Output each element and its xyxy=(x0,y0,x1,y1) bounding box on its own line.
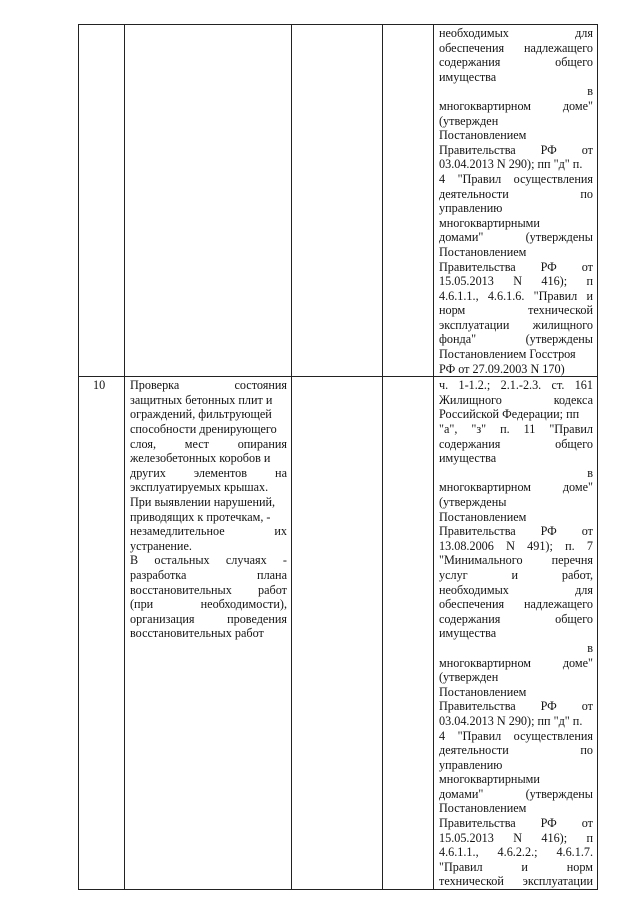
empty-cell xyxy=(292,25,383,377)
text-line xyxy=(439,393,593,408)
word: способности дренирующего xyxy=(130,422,277,437)
empty-cell xyxy=(383,377,434,890)
word: других xyxy=(130,465,166,480)
word: домами" xyxy=(439,786,484,801)
text-line xyxy=(439,685,593,700)
text-line xyxy=(130,378,287,393)
word: слоя, xyxy=(130,436,157,451)
word: доме" xyxy=(562,98,593,113)
text-line xyxy=(439,758,593,773)
word: Постановлением xyxy=(439,684,527,699)
word: устранение. xyxy=(130,538,192,553)
word: N xyxy=(506,538,515,553)
text-line xyxy=(130,393,287,408)
word: и xyxy=(586,288,593,303)
word: общего xyxy=(555,611,593,626)
legal-basis xyxy=(434,25,597,376)
word: управлению xyxy=(439,757,503,772)
word: осуществления xyxy=(513,171,593,186)
word: услуг xyxy=(439,567,468,582)
word: многоквартирном xyxy=(439,98,532,113)
word: кодекса xyxy=(553,392,593,407)
word: 4.6.1.1., xyxy=(439,288,479,303)
word: управлению xyxy=(439,201,503,216)
text-line xyxy=(439,362,593,377)
word: от xyxy=(581,699,593,714)
word: многоквартирными xyxy=(439,215,540,230)
text-line xyxy=(439,597,593,612)
row-number-cell xyxy=(79,377,125,890)
word: общего xyxy=(555,436,593,451)
word: РФ xyxy=(540,524,557,539)
word: 4.6.1.6. xyxy=(487,288,525,303)
legal-basis-cell xyxy=(434,25,598,377)
word: 03.04.2013 N 290); пп "д" п. xyxy=(439,713,583,728)
word: незамедлительное xyxy=(130,524,225,539)
work-description xyxy=(125,25,291,26)
text-line xyxy=(439,860,593,875)
word: содержания xyxy=(439,436,501,451)
word: РФ xyxy=(540,259,557,274)
word: 4 xyxy=(439,728,446,743)
work-description-cell xyxy=(125,377,292,890)
text-line xyxy=(439,568,593,583)
text-line xyxy=(130,626,287,641)
word: 15.05.2013 xyxy=(439,830,494,845)
word: п. xyxy=(565,538,575,553)
word: и xyxy=(511,567,519,582)
row-number-cell xyxy=(79,25,125,377)
word: Постановлением xyxy=(439,128,527,143)
word: РФ xyxy=(540,816,557,831)
word: в xyxy=(587,84,593,99)
text-line xyxy=(439,245,593,260)
text-line xyxy=(439,656,593,671)
text-line xyxy=(130,495,287,510)
word: Постановлением Госстроя xyxy=(439,347,576,362)
table-row xyxy=(79,25,598,377)
word: "Минимального xyxy=(439,553,523,568)
text-line xyxy=(130,612,287,627)
text-line xyxy=(439,260,593,275)
word: Правительства xyxy=(439,142,516,157)
word: эксплуатации xyxy=(439,317,510,332)
text-line xyxy=(439,510,593,525)
word: в xyxy=(587,640,593,655)
word: "Правил xyxy=(533,288,578,303)
word: от xyxy=(581,259,593,274)
word: - xyxy=(282,553,287,568)
text-line xyxy=(439,378,593,393)
word: 491); xyxy=(527,538,553,553)
word: ч. xyxy=(439,378,449,393)
word: ст. xyxy=(551,378,565,393)
text-line xyxy=(130,510,287,525)
word: восстановительных xyxy=(130,582,232,597)
text-line xyxy=(439,187,593,202)
text-line xyxy=(439,422,593,437)
text-line xyxy=(439,495,593,510)
text-line xyxy=(439,70,593,85)
word: норм xyxy=(439,303,466,318)
word: доме" xyxy=(562,480,593,495)
word: состояния xyxy=(234,378,287,393)
word: Правительства xyxy=(439,524,516,539)
text-line xyxy=(130,437,287,452)
text-line xyxy=(130,568,287,583)
word: опирания xyxy=(237,436,287,451)
word: Жилищного xyxy=(439,392,502,407)
text-line xyxy=(439,831,593,846)
text-line xyxy=(439,26,593,41)
word: домами" xyxy=(439,230,484,245)
word: 11 xyxy=(523,422,536,437)
text-line xyxy=(439,114,593,129)
word: 161 xyxy=(574,378,593,393)
word: организация xyxy=(130,611,195,626)
word: 4.6.1.7. xyxy=(556,845,593,860)
word: перечня xyxy=(551,553,593,568)
work-description-cell xyxy=(125,25,292,377)
word: в xyxy=(587,465,593,480)
word: железобетонных коробов и xyxy=(130,451,271,466)
text-line xyxy=(439,801,593,816)
word: проведения xyxy=(227,611,287,626)
text-line xyxy=(130,553,287,568)
word: п xyxy=(586,274,593,289)
text-line xyxy=(130,597,287,612)
word: 13.08.2006 xyxy=(439,538,494,553)
text-line xyxy=(439,274,593,289)
word: для xyxy=(575,26,593,40)
word: содержания xyxy=(439,55,501,70)
word: Правительства xyxy=(439,699,516,714)
word: доме" xyxy=(562,655,593,670)
word: РФ xyxy=(540,699,557,714)
text-line xyxy=(439,230,593,245)
word: (утверждены xyxy=(439,495,507,509)
text-line xyxy=(130,407,287,422)
word: "з" xyxy=(471,422,487,437)
text-line xyxy=(439,437,593,452)
word: технической xyxy=(439,874,504,889)
word: имущества xyxy=(439,626,497,641)
word: имущества xyxy=(439,69,497,84)
word: 15.05.2013 xyxy=(439,274,494,289)
text-line xyxy=(439,303,593,318)
text-line xyxy=(439,347,593,362)
word: Постановлением xyxy=(439,801,527,816)
text-line xyxy=(439,743,593,758)
word: 2.1.-2.3. xyxy=(500,378,542,393)
text-line xyxy=(439,729,593,744)
word: 4 xyxy=(439,171,446,186)
text-line xyxy=(439,670,593,685)
word: N xyxy=(513,274,523,289)
word: "Правил xyxy=(457,728,502,743)
text-line xyxy=(439,612,593,627)
legal-basis xyxy=(434,377,597,889)
text-line xyxy=(439,845,593,860)
word: осуществления xyxy=(513,728,593,743)
word: для xyxy=(575,582,593,597)
word: общего xyxy=(555,55,593,70)
text-line xyxy=(439,41,593,56)
word: необходимых xyxy=(439,582,509,597)
regulation-table xyxy=(78,24,598,890)
word: плана xyxy=(257,567,287,582)
text-line xyxy=(439,99,593,114)
word: Постановлением xyxy=(439,509,527,524)
word: фонда" xyxy=(439,332,477,347)
text-line xyxy=(439,524,593,539)
word: (утверждены xyxy=(525,786,593,801)
word: многоквартирными xyxy=(439,772,540,787)
word: п xyxy=(586,830,593,845)
text-line xyxy=(439,451,593,466)
word: Российской Федерации; пп xyxy=(439,407,580,422)
word: (утверждены xyxy=(525,332,593,347)
empty-cell xyxy=(383,25,434,377)
word: обеспечения xyxy=(439,597,505,612)
text-line xyxy=(439,583,593,598)
word: на xyxy=(275,465,287,480)
word: Правительства xyxy=(439,259,516,274)
text-line xyxy=(130,480,287,495)
word: защитных бетонных плит и xyxy=(130,392,273,407)
word: В xyxy=(130,553,139,568)
word: "Правил xyxy=(439,859,483,874)
word: (при xyxy=(130,597,154,612)
word: необходимости), xyxy=(200,597,287,612)
word: (утверждены xyxy=(525,230,593,245)
word: Постановлением xyxy=(439,244,527,259)
word: их xyxy=(274,524,287,539)
text-line xyxy=(439,201,593,216)
word: "а", xyxy=(439,422,458,437)
word: "Правил xyxy=(549,422,593,437)
text-line xyxy=(439,289,593,304)
word: приводящих к протечкам, - xyxy=(130,509,271,524)
word: норм xyxy=(566,859,593,874)
word: (утвержден xyxy=(439,113,499,128)
word: по xyxy=(580,743,593,758)
text-line xyxy=(439,318,593,333)
table-row xyxy=(79,377,598,890)
word: многоквартирном xyxy=(439,480,532,495)
text-line xyxy=(130,466,287,481)
word: восстановительных работ xyxy=(130,626,264,641)
word: элементов xyxy=(193,465,248,480)
text-line xyxy=(130,422,287,437)
row-number: 10 xyxy=(93,378,106,393)
word: 4.6.1.1., xyxy=(439,845,479,860)
word: эксплуатируемых крышах. xyxy=(130,480,269,495)
text-line xyxy=(130,583,287,598)
text-line xyxy=(439,626,593,641)
word: надлежащего xyxy=(523,40,593,55)
word: работ, xyxy=(561,567,593,582)
word: РФ от 27.09.2003 N 170) xyxy=(439,361,565,376)
word: деятельности xyxy=(439,743,509,758)
text-line xyxy=(439,172,593,187)
word: имущества xyxy=(439,451,497,466)
word: 03.04.2013 N 290); пп "д" п. xyxy=(439,157,583,172)
word: многоквартирном xyxy=(439,655,532,670)
word: мест xyxy=(184,436,209,451)
word: работ xyxy=(258,582,287,597)
word: ограждений, фильтрующей xyxy=(130,407,272,422)
text-line xyxy=(439,143,593,158)
word: (утвержден xyxy=(439,670,499,685)
text-line xyxy=(439,216,593,231)
word: по xyxy=(580,186,593,201)
word: 4.6.2.2.; xyxy=(497,845,538,860)
legal-basis-cell xyxy=(434,377,598,890)
work-description xyxy=(125,377,291,641)
word: эксплуатации xyxy=(522,874,593,889)
text-line xyxy=(439,55,593,70)
word: обеспечения xyxy=(439,40,505,55)
text-line xyxy=(439,699,593,714)
text-line xyxy=(439,332,593,347)
text-line xyxy=(130,524,287,539)
text-line xyxy=(439,816,593,831)
text-line xyxy=(439,407,593,422)
word: и xyxy=(521,859,528,874)
text-line xyxy=(439,874,593,889)
word: РФ xyxy=(540,142,557,157)
text-line xyxy=(130,539,287,554)
word: от xyxy=(581,142,593,157)
word: 7 xyxy=(586,538,593,553)
word: содержания xyxy=(439,611,501,626)
word: "Правил xyxy=(457,171,502,186)
text-line xyxy=(439,466,593,481)
text-line xyxy=(439,84,593,99)
word: 416); xyxy=(541,830,568,845)
word: разработка xyxy=(130,567,187,582)
text-line xyxy=(439,128,593,143)
text-line xyxy=(439,480,593,495)
word: 416); xyxy=(541,274,568,289)
word: случаях xyxy=(225,553,267,568)
text-line xyxy=(439,553,593,568)
word: N xyxy=(513,830,523,845)
text-line xyxy=(439,641,593,656)
text-line xyxy=(439,787,593,802)
word: необходимых xyxy=(439,26,509,40)
word: от xyxy=(581,816,593,831)
text-line xyxy=(439,157,593,172)
empty-cell xyxy=(292,377,383,890)
word: деятельности xyxy=(439,186,509,201)
text-line xyxy=(439,539,593,554)
word: от xyxy=(581,524,593,539)
word: технической xyxy=(528,303,593,318)
word: Правительства xyxy=(439,816,516,831)
word: 1-1.2.; xyxy=(458,378,491,393)
word: При выявлении нарушений, xyxy=(130,495,276,509)
word: Проверка xyxy=(130,378,180,393)
word: жилищного xyxy=(532,317,593,332)
text-line xyxy=(439,714,593,729)
word: остальных xyxy=(154,553,210,568)
word: п. xyxy=(500,422,510,437)
text-line xyxy=(439,772,593,787)
text-line xyxy=(130,451,287,466)
word: надлежащего xyxy=(523,597,593,612)
